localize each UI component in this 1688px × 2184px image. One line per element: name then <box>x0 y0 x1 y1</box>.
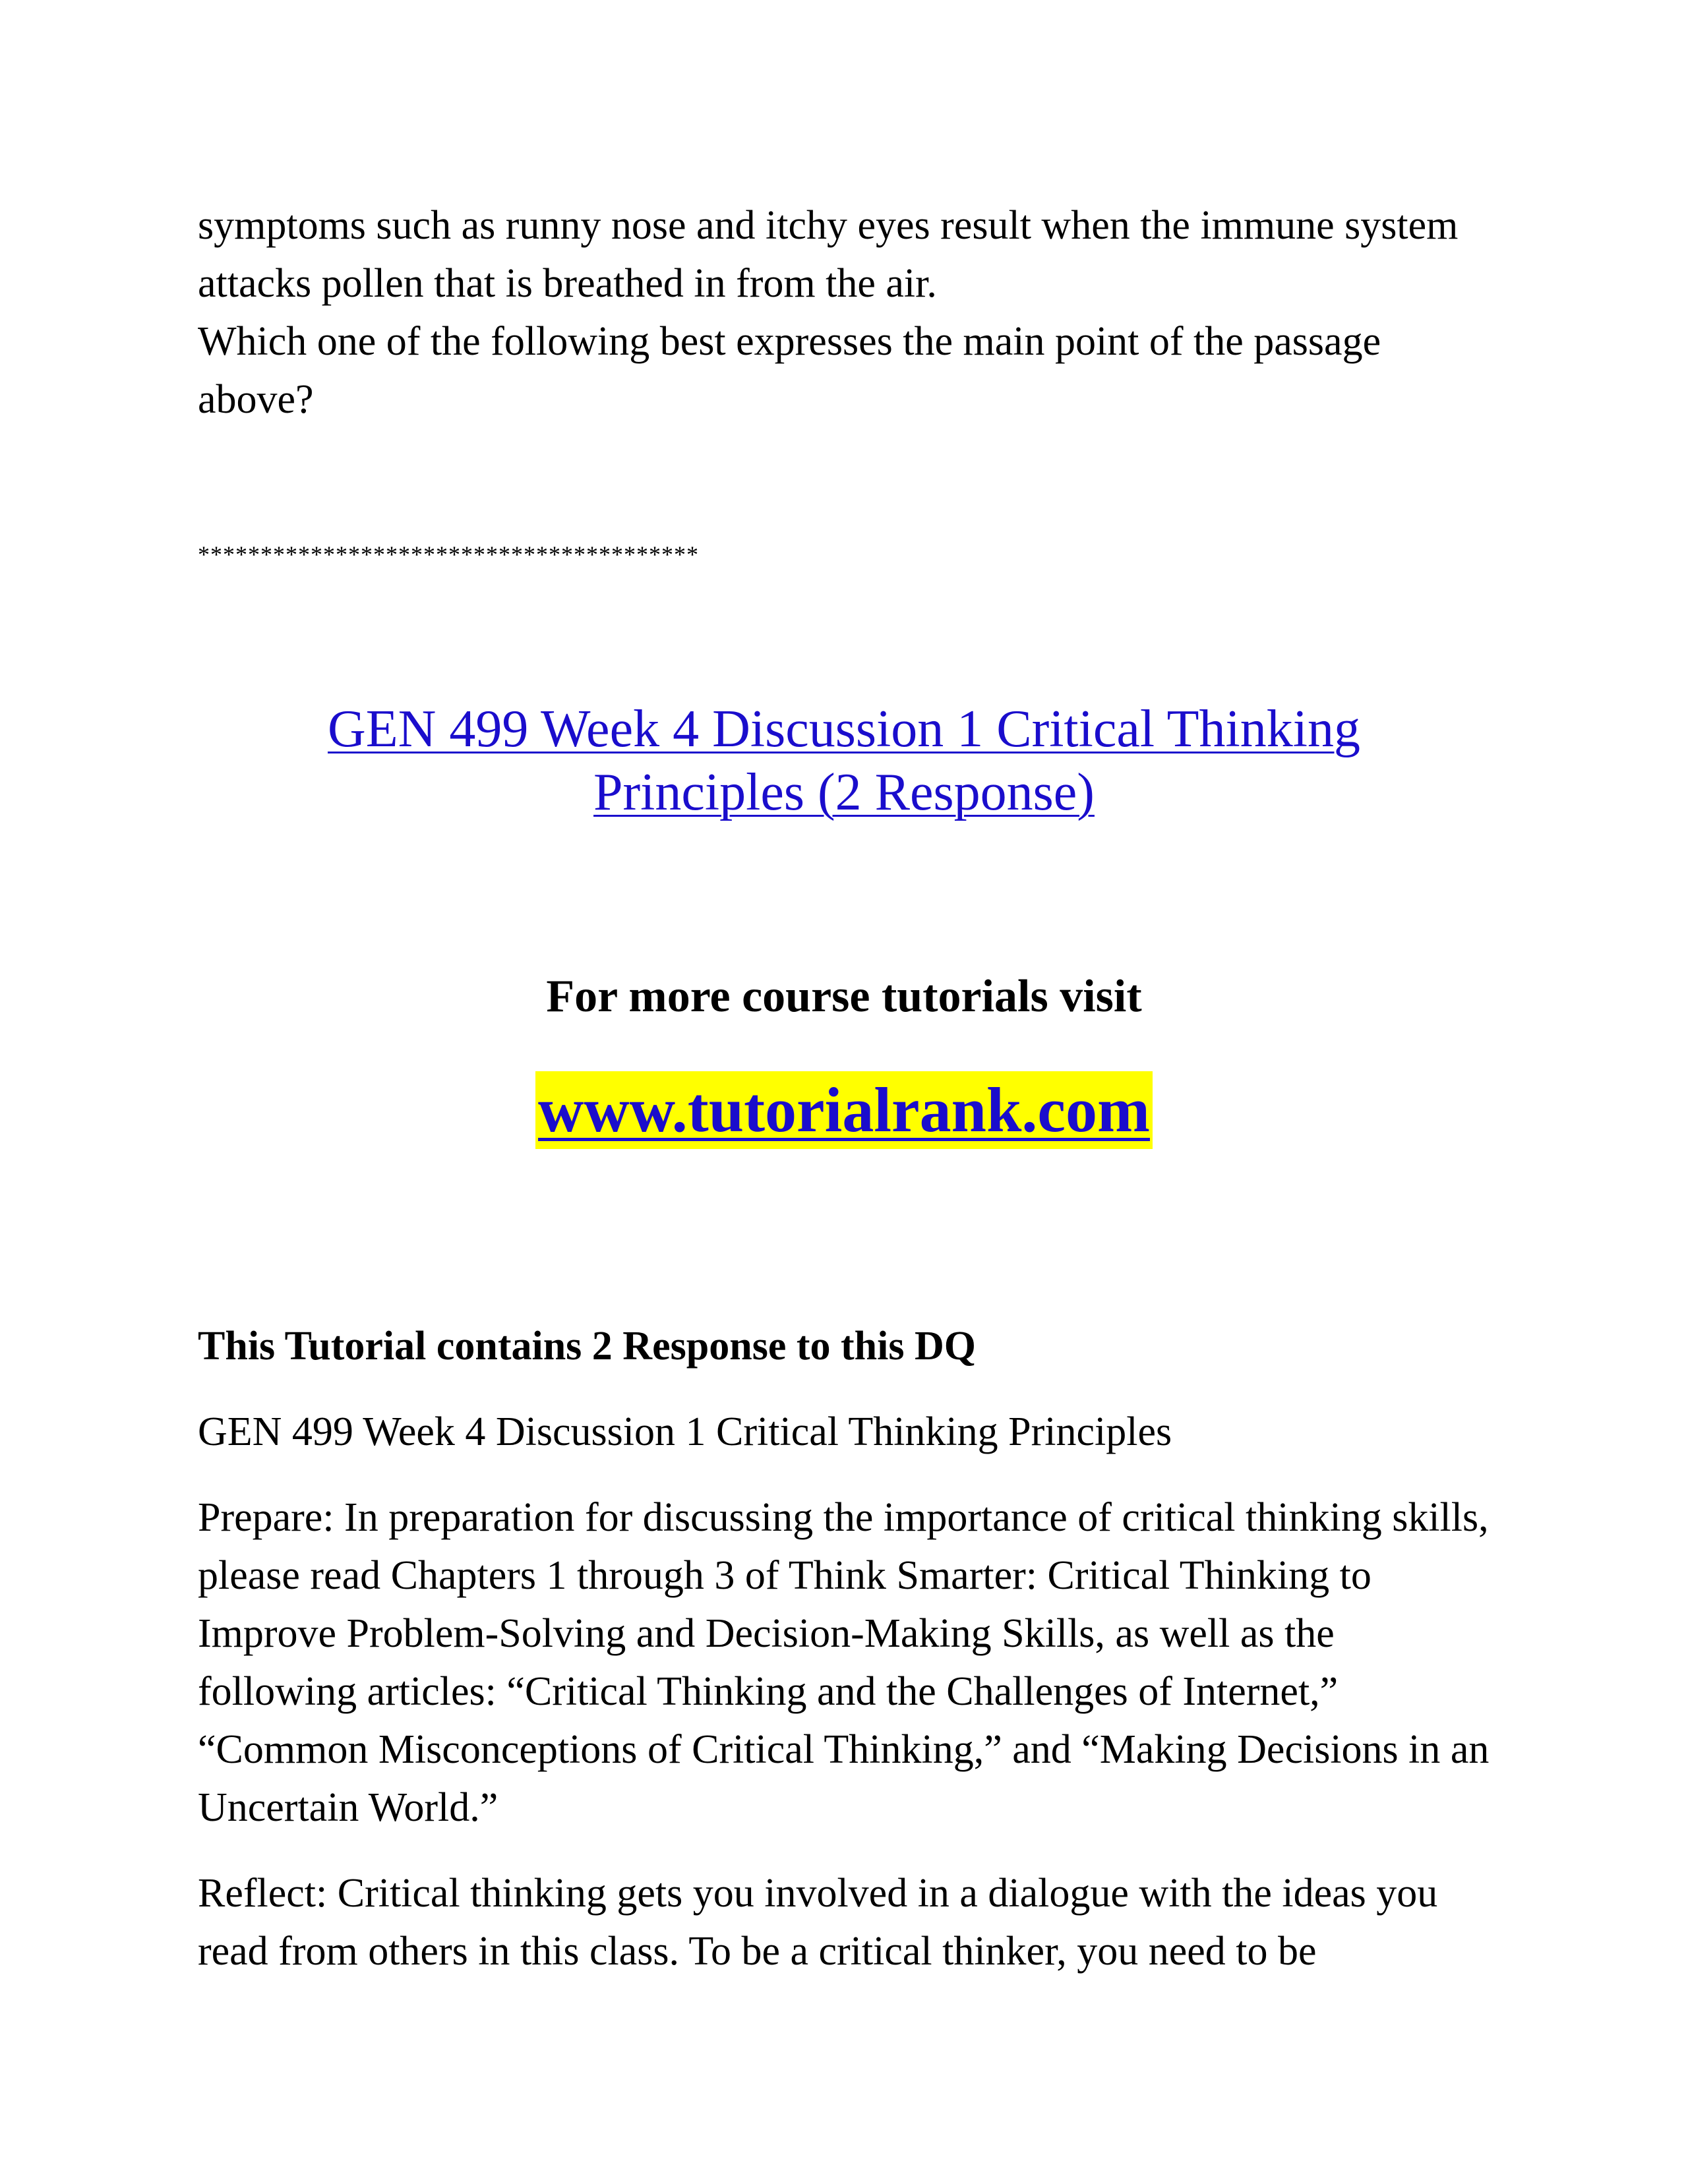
reflect-paragraph: Reflect: Critical thinking gets you involved in a dialogue with the ideas you read from others in this class. To be a critical thinker, you need to be <box>198 1871 1438 1974</box>
question-text: Which one of the following best expresses the main point of the passage above? <box>198 319 1381 422</box>
course-title-line-1: GEN 499 Week 4 Discussion 1 Critical Thinking <box>327 700 1360 758</box>
tutorial-contains-heading: This Tutorial contains 2 Response to this DQ <box>198 1324 976 1369</box>
intro-paragraph <box>198 196 1484 428</box>
course-title-link[interactable] <box>328 700 1360 821</box>
promo-heading: For more course tutorials visit <box>546 971 1142 1022</box>
site-link-wrapper <box>198 1071 1490 1149</box>
prepare-paragraph: Prepare: In preparation for discussing the importance of critical thinking skills, please read Chapters 1 through 3 of Think Smarter: Critical Thinking to Improve Problem-Solving and Decision-Making Skills, as well as the following articles: “Critical Thinking and the Challenges of Internet,” “Common Misconceptions of Critical Thinking,” and “Making Decisions in an Uncertain World.” <box>198 1495 1490 1830</box>
site-link[interactable]: www.tutorialrank.com <box>535 1071 1153 1149</box>
intro-text: symptoms such as runny nose and itchy eyes result when the immune system attacks pollen that is breathed in from the air. <box>198 203 1459 306</box>
discussion-subtitle: GEN 499 Week 4 Discussion 1 Critical Thinking Principles <box>198 1409 1172 1454</box>
course-title-link-block <box>198 697 1490 824</box>
asterisk-divider: **************************************** <box>198 541 699 568</box>
course-title-line-2: Principles (2 Response) <box>593 763 1095 821</box>
